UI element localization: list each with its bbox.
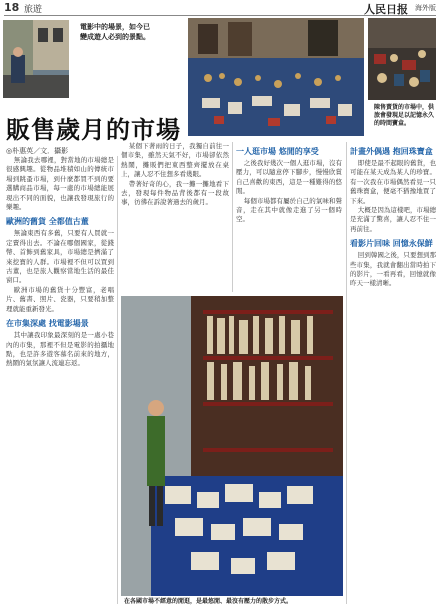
- byline: ◎朴惠英／文．攝影: [6, 147, 69, 155]
- paragraph: 歐洲市場的舊貨十分豐富，老唱片、舊書、照片、瓷器，只要稍加整理就能重新發光。: [6, 285, 114, 313]
- article-column-2: [121, 142, 229, 292]
- paragraph: 即使是最不起眼的舊貨，也可能在某天成為某人的珍寶。有一次我在市場偶然看見一只舊珠寶盒，便毫不猶豫地買了下來。: [350, 159, 436, 205]
- right-photo-caption: 陳售賣貨的市場中，供旅會發現足以記憶永久的時間寶盒。: [374, 104, 435, 127]
- subheading: 在市集深處 找電影場景: [6, 319, 89, 329]
- edition-label: 海外版: [415, 4, 436, 12]
- subheading: 計畫外偶遇 抱回珠寶盒: [350, 147, 433, 156]
- article-column-4: [350, 142, 436, 604]
- paragraph: 每個市場都有屬於自己的氣味和聲音，走在其中就像走進了另一個時空。: [236, 196, 342, 224]
- article-column-3: [236, 142, 342, 292]
- column-divider: [117, 156, 118, 604]
- header-divider: [4, 15, 436, 16]
- paragraph: 某個下著雨的日子，我獨自前往一個市集，雖然天氣不好，市場卻依然熱鬧，攤販們把東西整齊擺放在桌上，讓人忍不住想多看幾眼。: [121, 142, 229, 179]
- column-divider: [346, 142, 347, 604]
- page-number: 18: [4, 1, 20, 14]
- subheading: 歐洲的舊貨 全都值古董: [6, 217, 89, 227]
- section-name: 旅遊: [24, 5, 43, 15]
- paragraph: 無論我去哪裡，對當地的市場總是很感興趣。從物品堆積如山的傳統市場到跳蚤市場，到什麼都買不到的要選購商品市場，每一處的市場總能展現出不同的面貌，也讓我發現旅行的樂趣。: [6, 156, 114, 212]
- paragraph: 無論東西有多舊，只要有人買就一定賣得出去。不論在哪個國家，從錢幣、首飾到舊家具，市場總是擠滿了來挖寶的人群。市場裡不但可以買到古董，也是旅人觀察當地生活的最佳窗口。: [6, 229, 114, 285]
- subheading: 一人逛市場 悠閒的享受: [236, 147, 319, 156]
- subheading: 看影片回味 回憶永保鮮: [350, 239, 433, 249]
- page-header: [0, 0, 440, 16]
- column-divider: [232, 142, 233, 292]
- street-photo: [3, 20, 69, 98]
- paragraph: 帶著好奇的心，我一攤一攤地看下去，發現每件物品背後都有一段故事，彷彿在訴說著過去的歲月。: [121, 179, 229, 207]
- trinkets-photo: [368, 18, 436, 100]
- article-title: 販售歲月的市場: [6, 115, 181, 144]
- paragraph: 之後我好幾次一個人逛市場，沒有壓力，可以隨意停下腳步，慢慢欣賞自己喜歡的東西，這是一種難得的悠閒。: [236, 159, 342, 196]
- top-photo-caption: 電影中的場景，如今已變成遊人必到的景點。: [80, 23, 150, 41]
- newspaper-logo: 人民日报: [364, 3, 408, 16]
- paragraph: 其中讓我印象最深刻的是一處小巷內的市集，那裡不但是電影的拍攝地點，也是許多遊客慕名前來的地方，熱鬧的氣氛讓人流連忘返。: [6, 331, 114, 368]
- bookstall-photo: [121, 296, 343, 596]
- paragraph: 大概是因為這樣吧，市場總是充滿了驚喜，讓人忍不住一再前往。: [350, 206, 436, 233]
- paragraph: 回到韓國之後，只要想到那些市集，我就會翻出當時拍下的影片，一看再看，回憶就像昨天一樣清晰。: [350, 251, 436, 288]
- article-column-1: [6, 156, 114, 606]
- bottom-photo-caption: 在各國市場不經意的閒逛，是最悠閒、最沒有壓力的散步方式。: [124, 598, 293, 605]
